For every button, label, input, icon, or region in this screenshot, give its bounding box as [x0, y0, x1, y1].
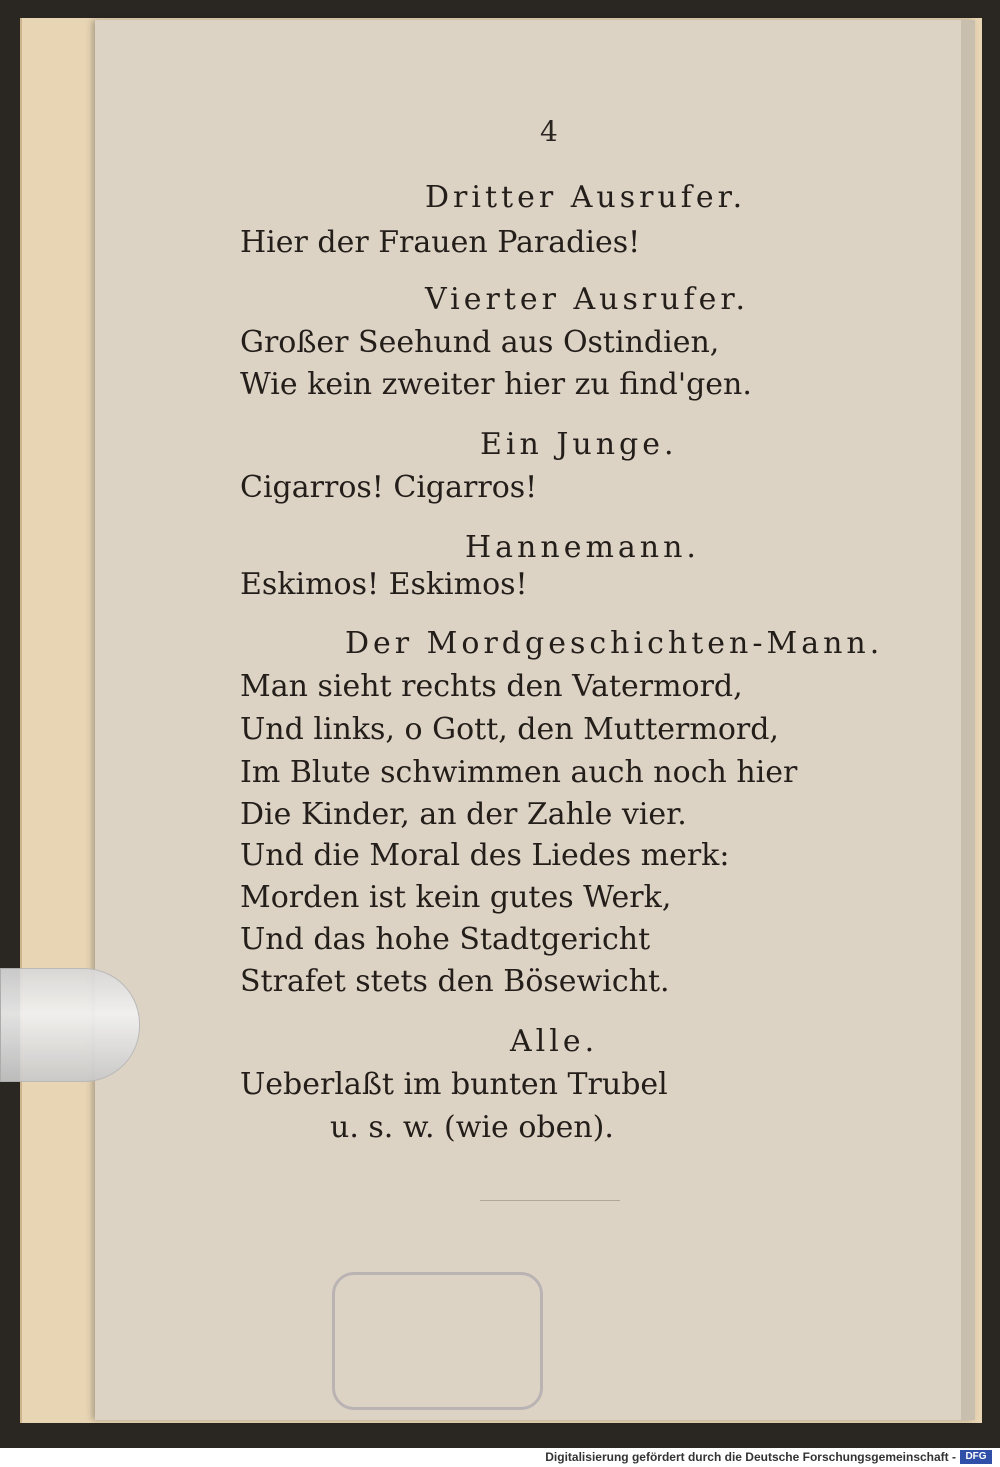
verse-line: Hier der Frauen Paradies!: [240, 225, 641, 260]
speaker-ein-junge: Ein Junge.: [480, 427, 678, 462]
verse-line: Und die Moral des Liedes merk:: [240, 838, 730, 873]
library-stamp: [332, 1272, 543, 1410]
page-clip: [0, 968, 140, 1082]
speaker-vierter-ausrufer: Vierter Ausrufer.: [425, 282, 749, 317]
verse-line: Und das hohe Stadtgericht: [240, 922, 651, 957]
speaker-dritter-ausrufer: Dritter Ausrufer.: [425, 180, 747, 215]
speaker-mordgeschichten-mann: Der Mordgeschichten-Mann.: [345, 626, 884, 661]
verse-line: Und links, o Gott, den Muttermord,: [240, 712, 779, 747]
speaker-hannemann: Hannemann.: [465, 530, 700, 565]
verse-line: Großer Seehund aus Ostindien,: [240, 325, 720, 360]
footer-credit: Digitalisierung gefördert durch die Deutsche Forschungsgemeinschaft -: [545, 1450, 956, 1464]
verse-line: u. s. w. (wie oben).: [330, 1110, 614, 1145]
verse-line: Morden ist kein gutes Werk,: [240, 880, 672, 915]
page-edge: [961, 20, 975, 1420]
dfg-logo: DFG: [960, 1450, 992, 1464]
verse-line: Wie kein zweiter hier zu find'gen.: [240, 367, 752, 402]
verse-line: Cigarros! Cigarros!: [240, 470, 538, 505]
speaker-alle: Alle.: [510, 1024, 599, 1059]
verse-line: Ueberlaßt im bunten Trubel: [240, 1067, 668, 1102]
page-number: 4: [540, 115, 558, 148]
verse-line: Man sieht rechts den Vatermord,: [240, 669, 743, 704]
verse-line: Die Kinder, an der Zahle vier.: [240, 797, 687, 832]
verse-line: Im Blute schwimmen auch noch hier: [240, 755, 798, 790]
divider: [480, 1200, 620, 1201]
verse-line: Eskimos! Eskimos!: [240, 567, 528, 602]
footer-bar: [0, 1448, 1000, 1467]
verse-line: Strafet stets den Bösewicht.: [240, 964, 670, 999]
